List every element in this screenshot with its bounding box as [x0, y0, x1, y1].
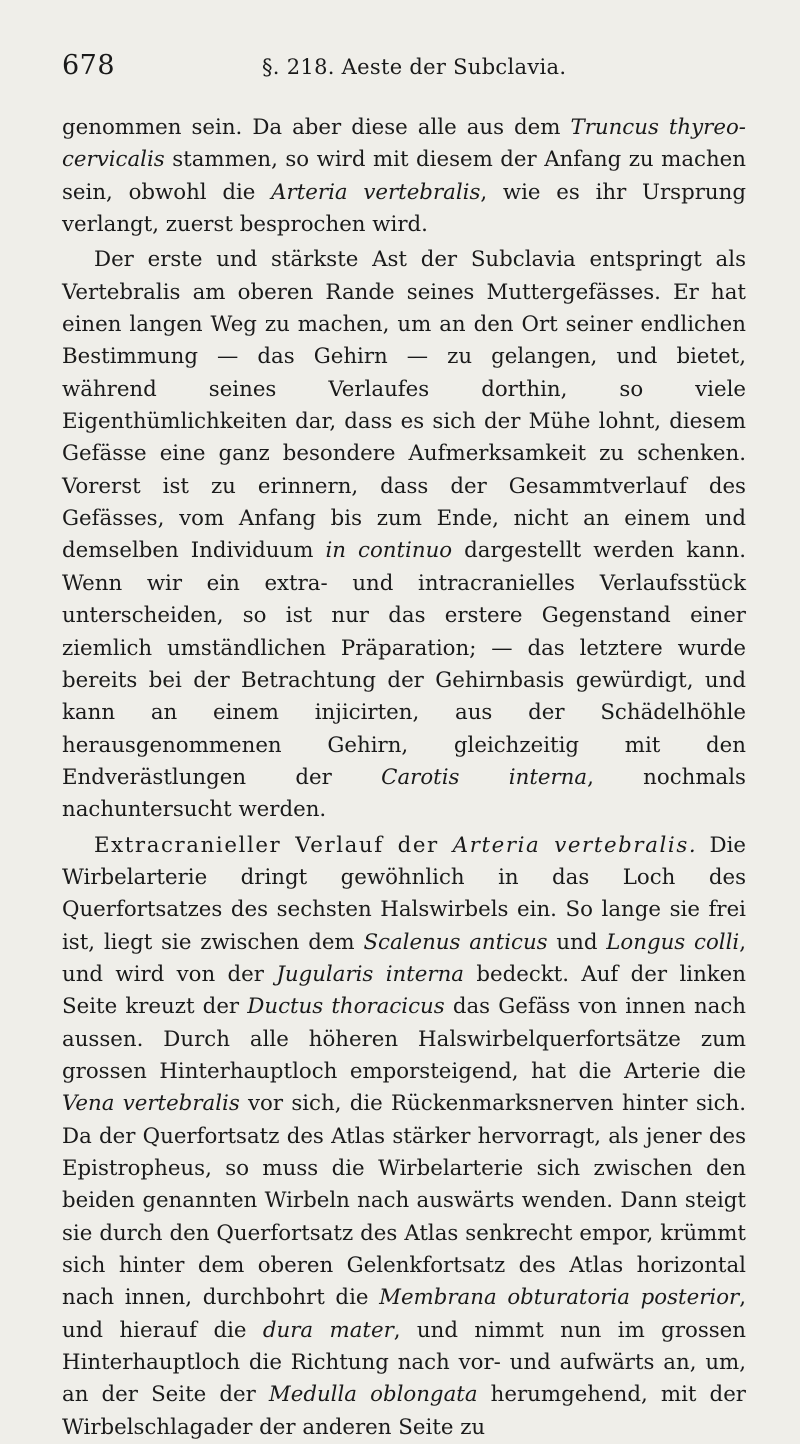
page-number: 678	[62, 50, 116, 81]
text-run: , und nimmt nun im grossen Hinterhauptloch die Richtung nach vor- und aufwärts an, um, an der Seite der	[62, 1317, 746, 1408]
text-run: , nochmals nachuntersucht werden.	[62, 764, 746, 823]
paragraph	[62, 112, 746, 241]
text-run: Extracranieller Verlauf der	[94, 832, 453, 858]
text-run: dargestellt werden kann. Wenn wir ein extra- und intracranielles Verlaufsstück unterscheiden, so ist nur das erstere Gegenstand einer ziemlich umständlichen Präparation; — das letztere wurde bereits bei der Betrachtung der Gehirnbasis gewürdigt, und kann an einem injicirten, aus der Schädelhöhle herausgenommenen Gehirn, gleichzeitig mit den Endverästlungen der	[62, 538, 746, 790]
italic-text: in continuo	[325, 538, 453, 564]
italic-text: Arteria vertebralis.	[452, 832, 698, 858]
text-run: und	[547, 929, 607, 955]
italic-text: Longus colli	[606, 929, 740, 955]
italic-text: Scalenus anticus	[363, 929, 548, 955]
text-run: genommen sein. Da aber diese alle aus dem	[62, 115, 571, 140]
italic-text: Truncus thyreo-cervicalis	[62, 115, 746, 173]
text-run: stammen, so wird mit diesem der Anfang zu machen sein, obwohl die	[62, 147, 746, 205]
text-run: vor sich, die Rückenmarksnerven hinter sich. Da der Querfortsatz des Atlas stärker hervorragt, als jener des Epistropheus, so muss die Wirbelarterie sich zwischen den beiden genannten Wirbeln nach auswärts wenden. Dann steigt sie durch den Querfortsatz des Atlas senkrecht empor, krümmt sich hinter dem oberen Gelenkfortsatz des Atlas horizontal nach innen, durchbohrt die	[62, 1091, 746, 1311]
text-run: Der erste und stärkste Ast der Subclavia entspringt als Vertebralis am oberen Rande seines Muttergefässes. Er hat einen langen Weg zu machen, um an den Ort seiner endlichen Bestimmung — das Gehirn — zu gelangen, und bietet, während seines Verlaufes dorthin, so viele Eigenthümlichkeiten dar, dass es sich der Mühe lohnt, diesem Gefässe eine ganz besondere Aufmerksamkeit zu schenken. Vorerst ist zu erinnern, dass der Gesammtverlauf des Gefässes, vom Anfang bis zum Ende, nicht an einem und demselben Individuum	[62, 247, 746, 564]
italic-text: dura mater	[262, 1317, 394, 1343]
text-run: Die Wirbelarterie dringt gewöhnlich in das Loch des Querfortsatzes des sechsten Halswirbels ein. So lange sie frei ist, liegt sie zwischen dem	[62, 832, 746, 955]
text-run: herumgehend, mit der Wirbelschlagader der anderen Seite zu	[62, 1382, 746, 1440]
italic-text: Jugularis interna	[276, 961, 464, 987]
text-run: , und wird von der	[62, 929, 746, 987]
italic-text: Medulla oblongata	[268, 1382, 478, 1408]
running-title: §. 218. Aeste der Subclavia.	[262, 55, 567, 79]
body-text	[62, 112, 746, 1444]
paragraph	[62, 830, 746, 1444]
italic-text: Membrana obturatoria posterior	[379, 1285, 740, 1311]
page-header	[62, 50, 746, 82]
italic-text: Carotis interna	[381, 764, 588, 790]
italic-text: Ductus thoracicus	[247, 994, 445, 1020]
text-run: , und hierauf die	[62, 1285, 746, 1343]
paragraph	[62, 244, 746, 826]
text-run: , wie es ihr Ursprung verlangt, zuerst besprochen wird.	[62, 179, 746, 238]
text-run: das Gefäss von innen nach aussen. Durch alle höheren Halswirbelquerfortsätze zum grossen Hinterhauptloch emporsteigend, hat die Arterie die	[62, 994, 746, 1084]
text-run: bedeckt. Auf der linken Seite kreuzt der	[62, 961, 747, 1020]
italic-text: Arteria vertebralis	[271, 179, 481, 205]
italic-text: Vena vertebralis	[62, 1091, 240, 1117]
